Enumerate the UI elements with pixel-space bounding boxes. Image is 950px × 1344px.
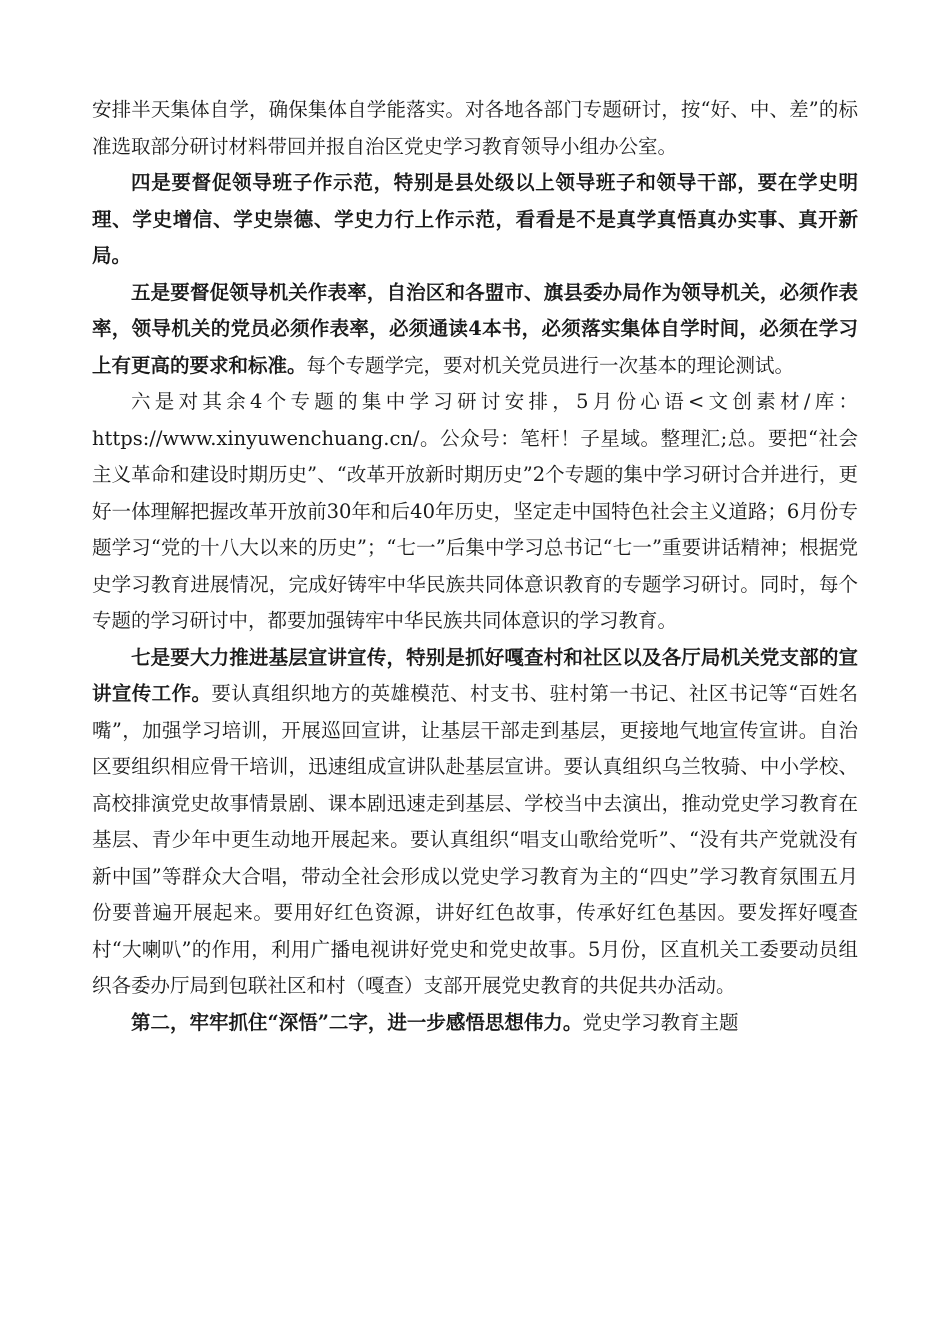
document-body [92, 92, 858, 1041]
paragraph-6 [92, 1005, 858, 1042]
paragraph-1 [92, 92, 858, 165]
paragraph-6-text: 党史学习教育主题 [582, 1010, 739, 1034]
paragraph-5 [92, 640, 858, 1005]
paragraph-6-bold: 第二，牢牢抓住“深悟”二字，进一步感悟思想伟力。 [131, 1010, 583, 1034]
paragraph-2-bold: 四是要督促领导班子作示范，特别是县处级以上领导班子和领导干部，要在学史明理、学史增信、学史崇德、学史力行上作示范，看看是不是真学真悟真办实事、真开新局。 [92, 171, 858, 267]
paragraph-4 [92, 384, 858, 640]
paragraph-4-text: 六是对其余4个专题的集中学习研讨安排，5月份心语<文创素材/库：https://www.xinyuwenchuang.cn/。公众号：笔杆！子星域。整理汇;总。要把“社会主义革命和建设时期历史”、“改革开放新时期历史”2个专题的集中学习研讨合并进行，更好一体理解把握改革开放前30年和后40年历史，坚定走中国特色社会主义道路；6月份专题学习“党的十八大以来的历史”；“七一”后集中学习总书记“七一”重要讲话精神；根据党史学习教育进展情况，完成好铸牢中华民族共同体意识教育的专题学习研讨。同时，每个专题的学习研讨中，都要加强铸牢中华民族共同体意识的学习教育。 [92, 390, 858, 632]
paragraph-5-text: 要认真组织地方的英雄模范、村支书、驻村第一书记、社区书记等“百姓名嘴”，加强学习培训，开展巡回宣讲，让基层干部走到基层，更接地气地宣传宣讲。自治区要组织相应骨干培训，迅速组成宣讲队赴基层宣讲。要认真组织乌兰牧骑、中小学校、高校排演党史故事情景剧、课本剧迅速走到基层、学校当中去演出，推动党史学习教育在基层、青少年中更生动地开展起来。要认真组织“唱支山歌给党听”、“没有共产党就没有新中国”等群众大合唱，带动全社会形成以党史学习教育为主的“四史”学习教育氛围五月份要普遍开展起来。要用好红色资源，讲好红色故事，传承好红色基因。要发挥好嘎查村“大喇叭”的作用，利用广播电视讲好党史和党史故事。5月份，区直机关工委要动员组织各委办厅局到包联社区和村（嘎查）支部开展党史教育的共促共办活动。 [92, 682, 858, 997]
paragraph-5-bold: 七是要大力推进基层宣讲宣传，特别是抓好嘎查村和社区以及各厅局机关党支部的宣讲宣传工作。 [92, 645, 858, 705]
paragraph-3-text: 每个专题学完，要对机关党员进行一次基本的理论测试。 [306, 353, 795, 377]
paragraph-2 [92, 165, 858, 275]
paragraph-3-bold: 五是要督促领导机关作表率，自治区和各盟市、旗县委办局作为领导机关，必须作表率，领导机关的党员必须作表率，必须通读4本书，必须落实集体自学时间，必须在学习上有更高的要求和标准。 [92, 280, 858, 377]
paragraph-3 [92, 275, 858, 385]
paragraph-1-text: 安排半天集体自学，确保集体自学能落实。对各地各部门专题研讨，按“好、中、差”的标准选取部分研讨材料带回并报自治区党史学习教育领导小组办公室。 [92, 98, 858, 158]
